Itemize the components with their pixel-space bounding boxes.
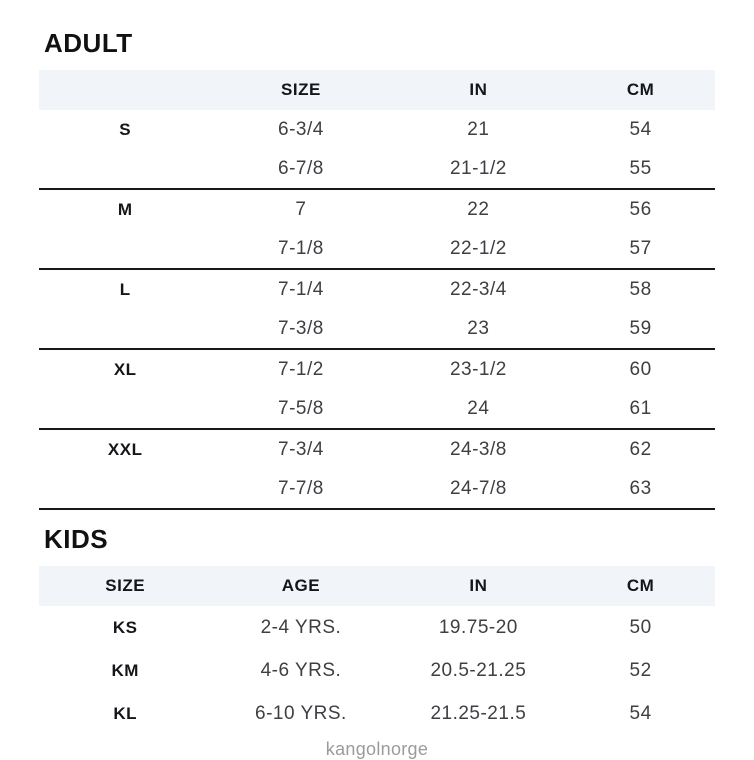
table-row xyxy=(39,389,715,428)
cm-value: 54 xyxy=(629,118,652,140)
in-value: 20.5-21.25 xyxy=(430,659,527,681)
size-value: 7-7/8 xyxy=(278,477,324,499)
adult-group-s xyxy=(39,110,715,190)
size-label: XXL xyxy=(107,439,143,459)
size-value: 7-5/8 xyxy=(278,397,324,419)
size-label: KM xyxy=(111,660,139,680)
kids-table-header xyxy=(39,566,715,606)
size-label: L xyxy=(119,279,131,299)
cm-value: 62 xyxy=(629,438,652,460)
adult-table-header xyxy=(39,70,715,110)
age-value: 2-4 YRS. xyxy=(260,616,342,638)
adult-col-size: SIZE xyxy=(281,80,321,99)
table-row xyxy=(39,350,715,389)
adult-table-body xyxy=(39,110,715,510)
age-value: 6-10 YRS. xyxy=(255,702,347,724)
in-value: 21-1/2 xyxy=(449,157,507,179)
table-row xyxy=(39,430,715,469)
table-row xyxy=(39,190,715,229)
cm-value: 50 xyxy=(629,616,652,638)
size-label: XL xyxy=(113,359,137,379)
kids-col-size: SIZE xyxy=(105,576,146,595)
size-value: 7 xyxy=(295,198,307,220)
size-value: 6-3/4 xyxy=(278,118,324,140)
size-label: M xyxy=(117,199,133,219)
in-value: 24-7/8 xyxy=(449,477,507,499)
footer-brand-text: kangolnorge xyxy=(325,739,429,759)
adult-group-xl xyxy=(39,350,715,430)
cm-value: 52 xyxy=(629,659,652,681)
cm-value: 57 xyxy=(629,237,652,259)
table-row xyxy=(39,110,715,149)
size-label: S xyxy=(119,119,132,139)
in-value: 22 xyxy=(467,198,490,220)
size-value: 7-3/8 xyxy=(278,317,324,339)
in-value: 19.75-20 xyxy=(438,616,518,638)
table-row xyxy=(39,149,715,188)
kids-table-body xyxy=(39,606,715,735)
table-row xyxy=(39,692,715,735)
age-value: 4-6 YRS. xyxy=(260,659,342,681)
table-row xyxy=(39,270,715,309)
cm-value: 56 xyxy=(629,198,652,220)
table-row xyxy=(39,469,715,508)
kids-col-in: IN xyxy=(469,576,488,595)
cm-value: 61 xyxy=(629,397,652,419)
in-value: 23-1/2 xyxy=(449,358,507,380)
in-value: 23 xyxy=(467,317,490,339)
in-value: 24-3/8 xyxy=(449,438,507,460)
size-label: KS xyxy=(112,617,138,637)
in-value: 24 xyxy=(467,397,490,419)
cm-value: 58 xyxy=(629,278,652,300)
adult-col-cm: CM xyxy=(626,80,655,99)
table-row xyxy=(39,606,715,649)
kids-col-age: AGE xyxy=(281,576,321,595)
cm-value: 54 xyxy=(629,702,652,724)
cm-value: 55 xyxy=(629,157,652,179)
adult-group-m xyxy=(39,190,715,270)
in-value: 22-1/2 xyxy=(449,237,507,259)
adult-group-l xyxy=(39,270,715,350)
kids-col-cm: CM xyxy=(626,576,655,595)
adult-col-in: IN xyxy=(469,80,488,99)
size-value: 7-3/4 xyxy=(278,438,324,460)
size-value: 6-7/8 xyxy=(278,157,324,179)
size-value: 7-1/8 xyxy=(278,237,324,259)
size-value: 7-1/2 xyxy=(278,358,324,380)
cm-value: 60 xyxy=(629,358,652,380)
in-value: 21 xyxy=(467,118,490,140)
table-row xyxy=(39,649,715,692)
table-row xyxy=(39,309,715,348)
adult-group-xxl xyxy=(39,430,715,510)
in-value: 22-3/4 xyxy=(449,278,507,300)
size-value: 7-1/4 xyxy=(278,278,324,300)
kids-section-title: KIDS xyxy=(44,524,109,554)
cm-value: 59 xyxy=(629,317,652,339)
cm-value: 63 xyxy=(629,477,652,499)
in-value: 21.25-21.5 xyxy=(430,702,527,724)
adult-section-title: ADULT xyxy=(44,28,133,58)
size-label: KL xyxy=(113,703,138,723)
table-row xyxy=(39,229,715,268)
